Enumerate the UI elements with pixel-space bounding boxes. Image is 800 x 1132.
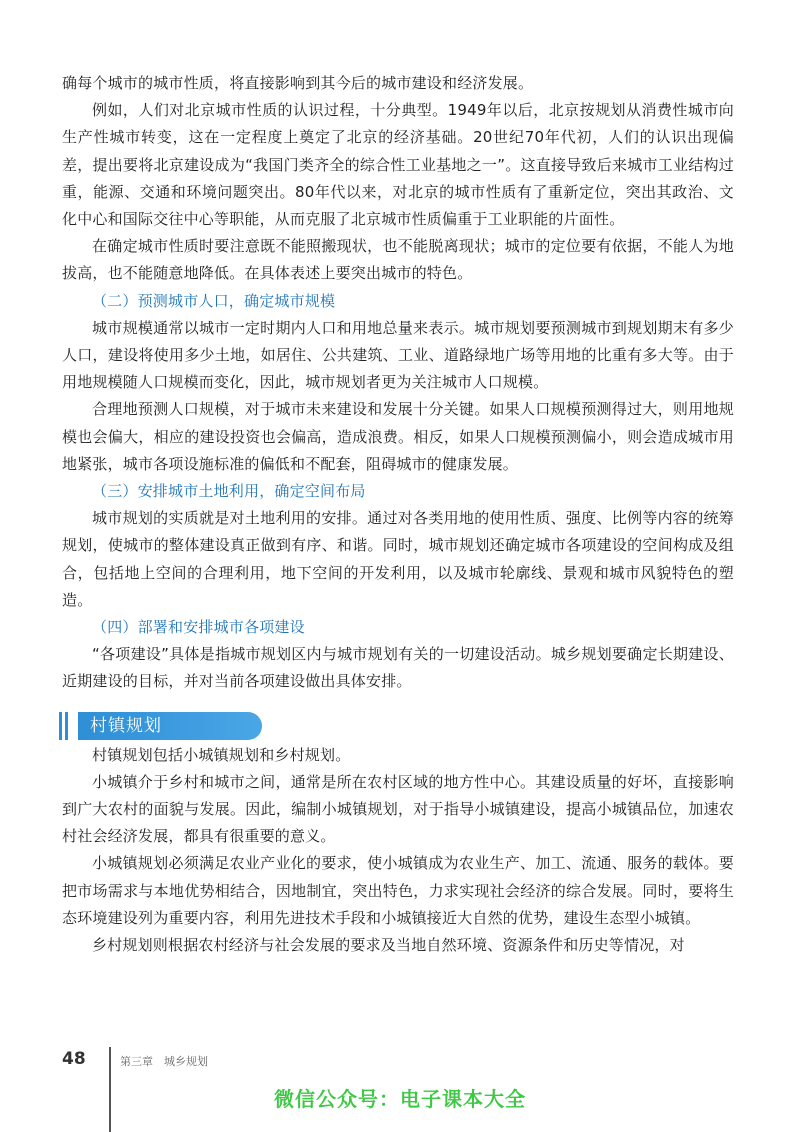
page-footer: [62, 1047, 362, 1077]
page-content: [62, 70, 734, 959]
body-paragraph-4: 城市规模通常以城市一定时期内人口和用地总量来表示。城市规划要预测城市到规划期末有多少人口，建设将使用多少土地，如居住、公共建筑、工业、道路绿地广场等用地的比重有多大等。由于用地规模随人口规模而变化，因此，城市规划者更为关注城市人口规模。: [62, 318, 734, 392]
subheading-2: （二）预测城市人口，确定城市规模: [92, 291, 336, 310]
section-paragraph-2: 小城镇介于乡村和城市之间，通常是所在农村区域的地方性中心。其建设质量的好坏，直接影响到广大农村的面貌与发展。因此，编制小城镇规划，对于指导小城镇建设，提高小城镇品位，加速农村社会经济发展，都具有很重要的意义。: [62, 772, 734, 846]
banner-bars-decoration: [59, 712, 73, 740]
body-paragraph-6: 城市规划的实质就是对土地利用的安排。通过对各类用地的使用性质、强度、比例等内容的统筹规划，使城市的整体建设真正做到有序、和谐。同时，城市规划还确定城市各项建设的空间构成及组合，包括地上空间的合理利用，地下空间的开发利用，以及城市轮廓线、景观和城市风貌特色的塑造。: [62, 509, 734, 609]
section-title: 村镇规划: [90, 715, 162, 736]
subheading-3: （三）安排城市土地利用，确定空间布局: [92, 482, 366, 501]
body-paragraph-1: 确每个城市的城市性质，将直接影响到其今后的城市建设和经济发展。: [62, 74, 534, 92]
page-number: 48: [62, 1049, 86, 1069]
section-paragraph-3: 小城镇规划必须满足农业产业化的要求，使小城镇成为农业生产、加工、流通、服务的载体。要把市场需求与本地优势相结合，因地制宜，突出特色，力求实现社会经济的综合发展。同时，要将生态环境建设列为重要内容，利用先进技术手段和小城镇接近大自然的优势，建设生态型小城镇。: [62, 854, 734, 927]
body-paragraph-3: 在确定城市性质时要注意既不能照搬现状，也不能脱离现状；城市的定位要有依据，不能人为地拔高，也不能随意地降低。在具体表述上要突出城市的特色。: [62, 237, 734, 283]
body-paragraph-7: “各项建设”具体是指城市规划区内与城市规划有关的一切建设活动。城乡规划要确定长期建设、近期建设的目标，并对当前各项建设做出具体安排。: [62, 645, 734, 691]
watermark-text: 微信公众号：电子课本大全: [274, 1087, 526, 1111]
body-paragraph-2: 例如，人们对北京城市性质的认识过程，十分典型。1949年以后，北京按规划从消费性城市向生产性城市转变，这在一定程度上奠定了北京的经济基础。20世纪70年代初，人们的认识出现偏差，提出要将北京建设成为“我国门类齐全的综合性工业基地之一”。这直接导致后来城市工业结构过重，能源、交通和环境问题突出。80年代以来，对北京的城市性质有了重新定位，突出其政治、文化中心和国际交往中心等职能，从而克服了北京城市性质偏重于工业职能的片面性。: [62, 101, 734, 229]
section-paragraph-1: 村镇规划包括小城镇规划和乡村规划。: [92, 745, 351, 764]
subheading-4: （四）部署和安排城市各项建设: [92, 618, 305, 637]
section-banner: [62, 712, 734, 740]
chapter-label: 第三章 城乡规划: [120, 1055, 208, 1068]
body-paragraph-5: 合理地预测人口规模，对于城市未来建设和发展十分关键。如果人口规模预测得过大，则用地规模也会偏大，相应的建设投资也会偏高，造成浪费。相反，如果人口规模预测偏小，则会造成城市用地紧张，城市各项设施标准的偏低和不配套，阻碍城市的健康发展。: [62, 400, 734, 473]
section-paragraph-4: 乡村规划则根据农村经济与社会发展的要求及当地自然环境、资源条件和历史等情况，对: [92, 936, 685, 955]
